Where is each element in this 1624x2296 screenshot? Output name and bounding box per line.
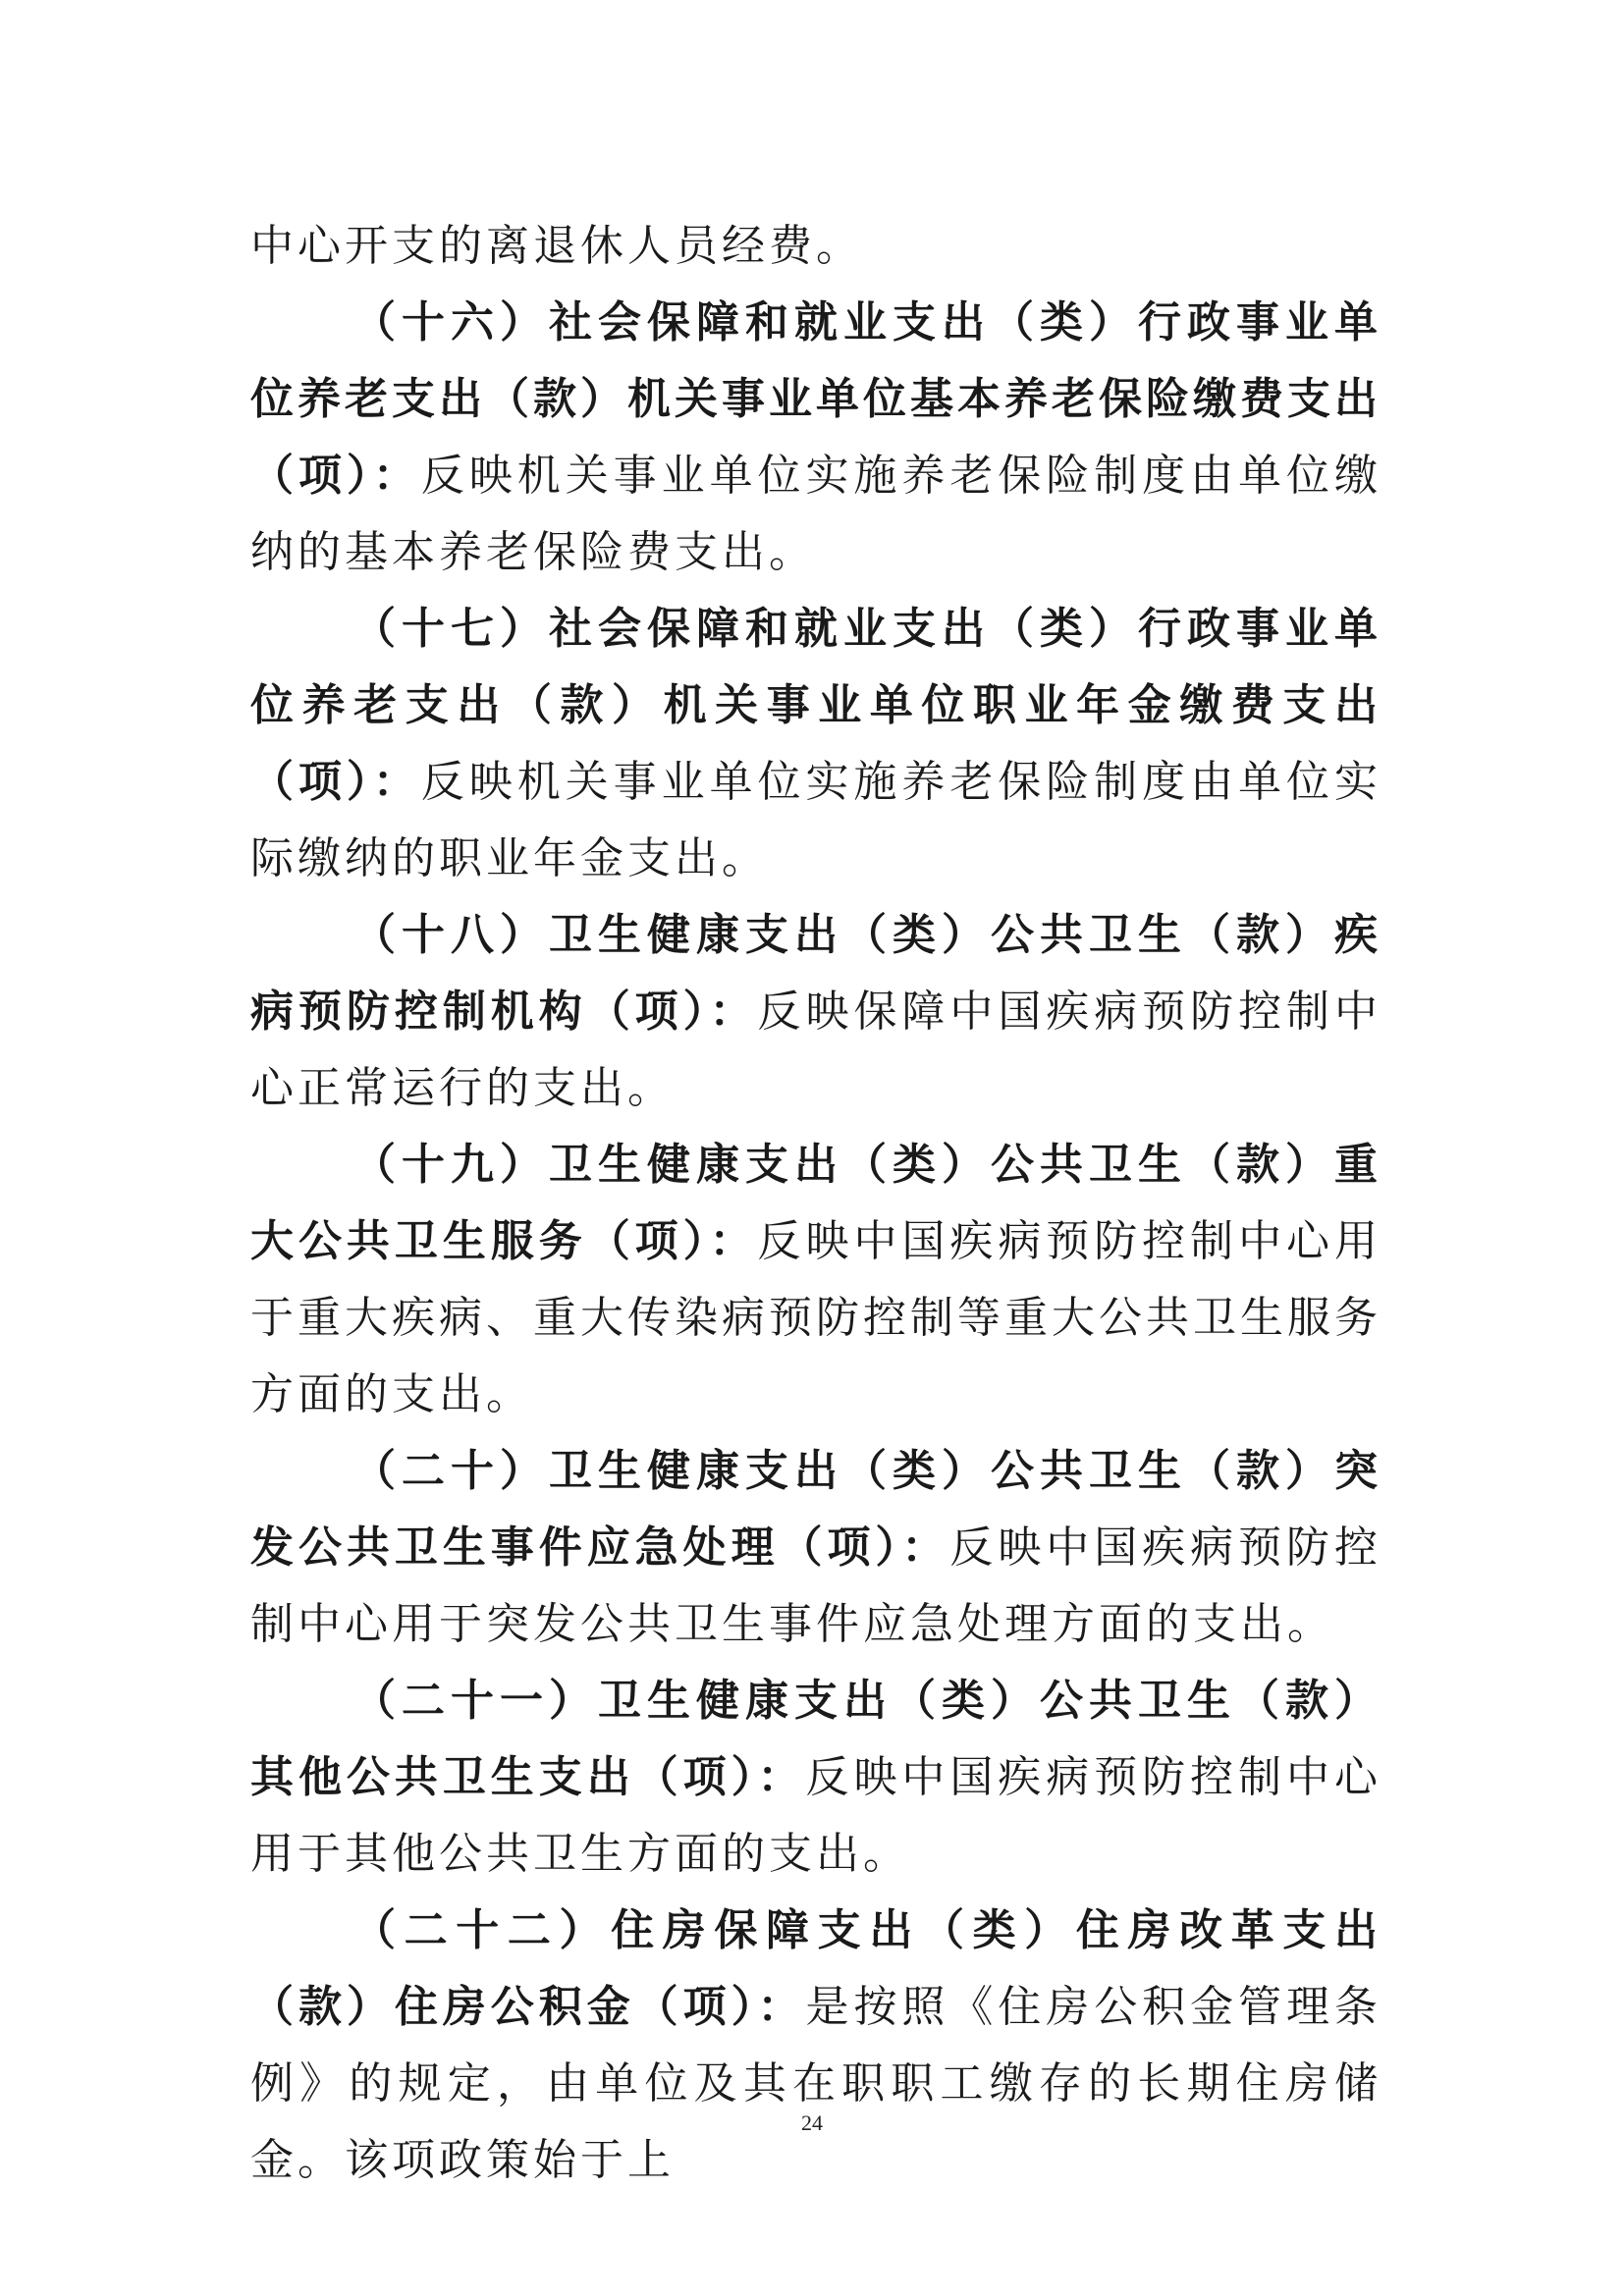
paragraph-body: 反映机关事业单位实施养老保险制度由单位缴纳的基本养老保险费支出。 bbox=[250, 451, 1382, 577]
paragraph-heading: （十七）社会保障和就业支出（类）行政事业单位养老支出（款）机关事业单位职业年金缴费支出（项）： bbox=[250, 604, 1381, 807]
page-number: 24 bbox=[801, 2110, 823, 2135]
paragraph-16 bbox=[250, 285, 1381, 591]
paragraph-18 bbox=[250, 897, 1381, 1127]
paragraph-body: 反映中国疾病预防控制中心用于突发公共卫生事件应急处理方面的支出。 bbox=[250, 1522, 1382, 1649]
paragraph-heading: （二十）卫生健康支出（类）公共卫生（款）突发公共卫生事件应急处理（项）： bbox=[250, 1446, 1381, 1573]
paragraph-body: 反映保障中国疾病预防控制中心正常运行的支出。 bbox=[250, 987, 1382, 1113]
opening-line: 中心开支的离退休人员经费。 bbox=[250, 221, 863, 271]
paragraph-heading: （十六）社会保障和就业支出（类）行政事业单位养老支出（款）机关事业单位基本养老保险缴费支出（项）： bbox=[250, 297, 1381, 501]
paragraph-body: 反映中国疾病预防控制中心用于其他公共卫生方面的支出。 bbox=[250, 1752, 1382, 1879]
paragraph-20 bbox=[250, 1433, 1381, 1663]
paragraph-body: 反映机关事业单位实施养老保险制度由单位实际缴纳的职业年金支出。 bbox=[250, 757, 1382, 883]
paragraph-body: 是按照《住房公积金管理条例》的规定，由单位及其在职职工缴存的长期住房储金。该项政策始于上 bbox=[250, 1982, 1382, 2185]
paragraph-heading: （十八）卫生健康支出（类）公共卫生（款）疾病预防控制机构（项）： bbox=[250, 910, 1381, 1037]
paragraph-heading: （十九）卫生健康支出（类）公共卫生（款）重大公共卫生服务（项）： bbox=[250, 1140, 1381, 1266]
paragraph-19 bbox=[250, 1127, 1381, 1433]
paragraph-22 bbox=[250, 1893, 1381, 2199]
paragraph-21 bbox=[250, 1663, 1381, 1893]
document-body bbox=[250, 208, 1381, 2199]
paragraph-body: 反映中国疾病预防控制中心用于重大疾病、重大传染病预防控制等重大公共卫生服务方面的支出。 bbox=[250, 1216, 1382, 1419]
paragraph-17 bbox=[250, 591, 1381, 897]
paragraph-heading: （二十一）卫生健康支出（类）公共卫生（款）其他公共卫生支出（项）： bbox=[250, 1676, 1381, 1802]
paragraph-heading: （二十二）住房保障支出（类）住房改革支出（款）住房公积金（项）： bbox=[250, 1905, 1381, 2032]
